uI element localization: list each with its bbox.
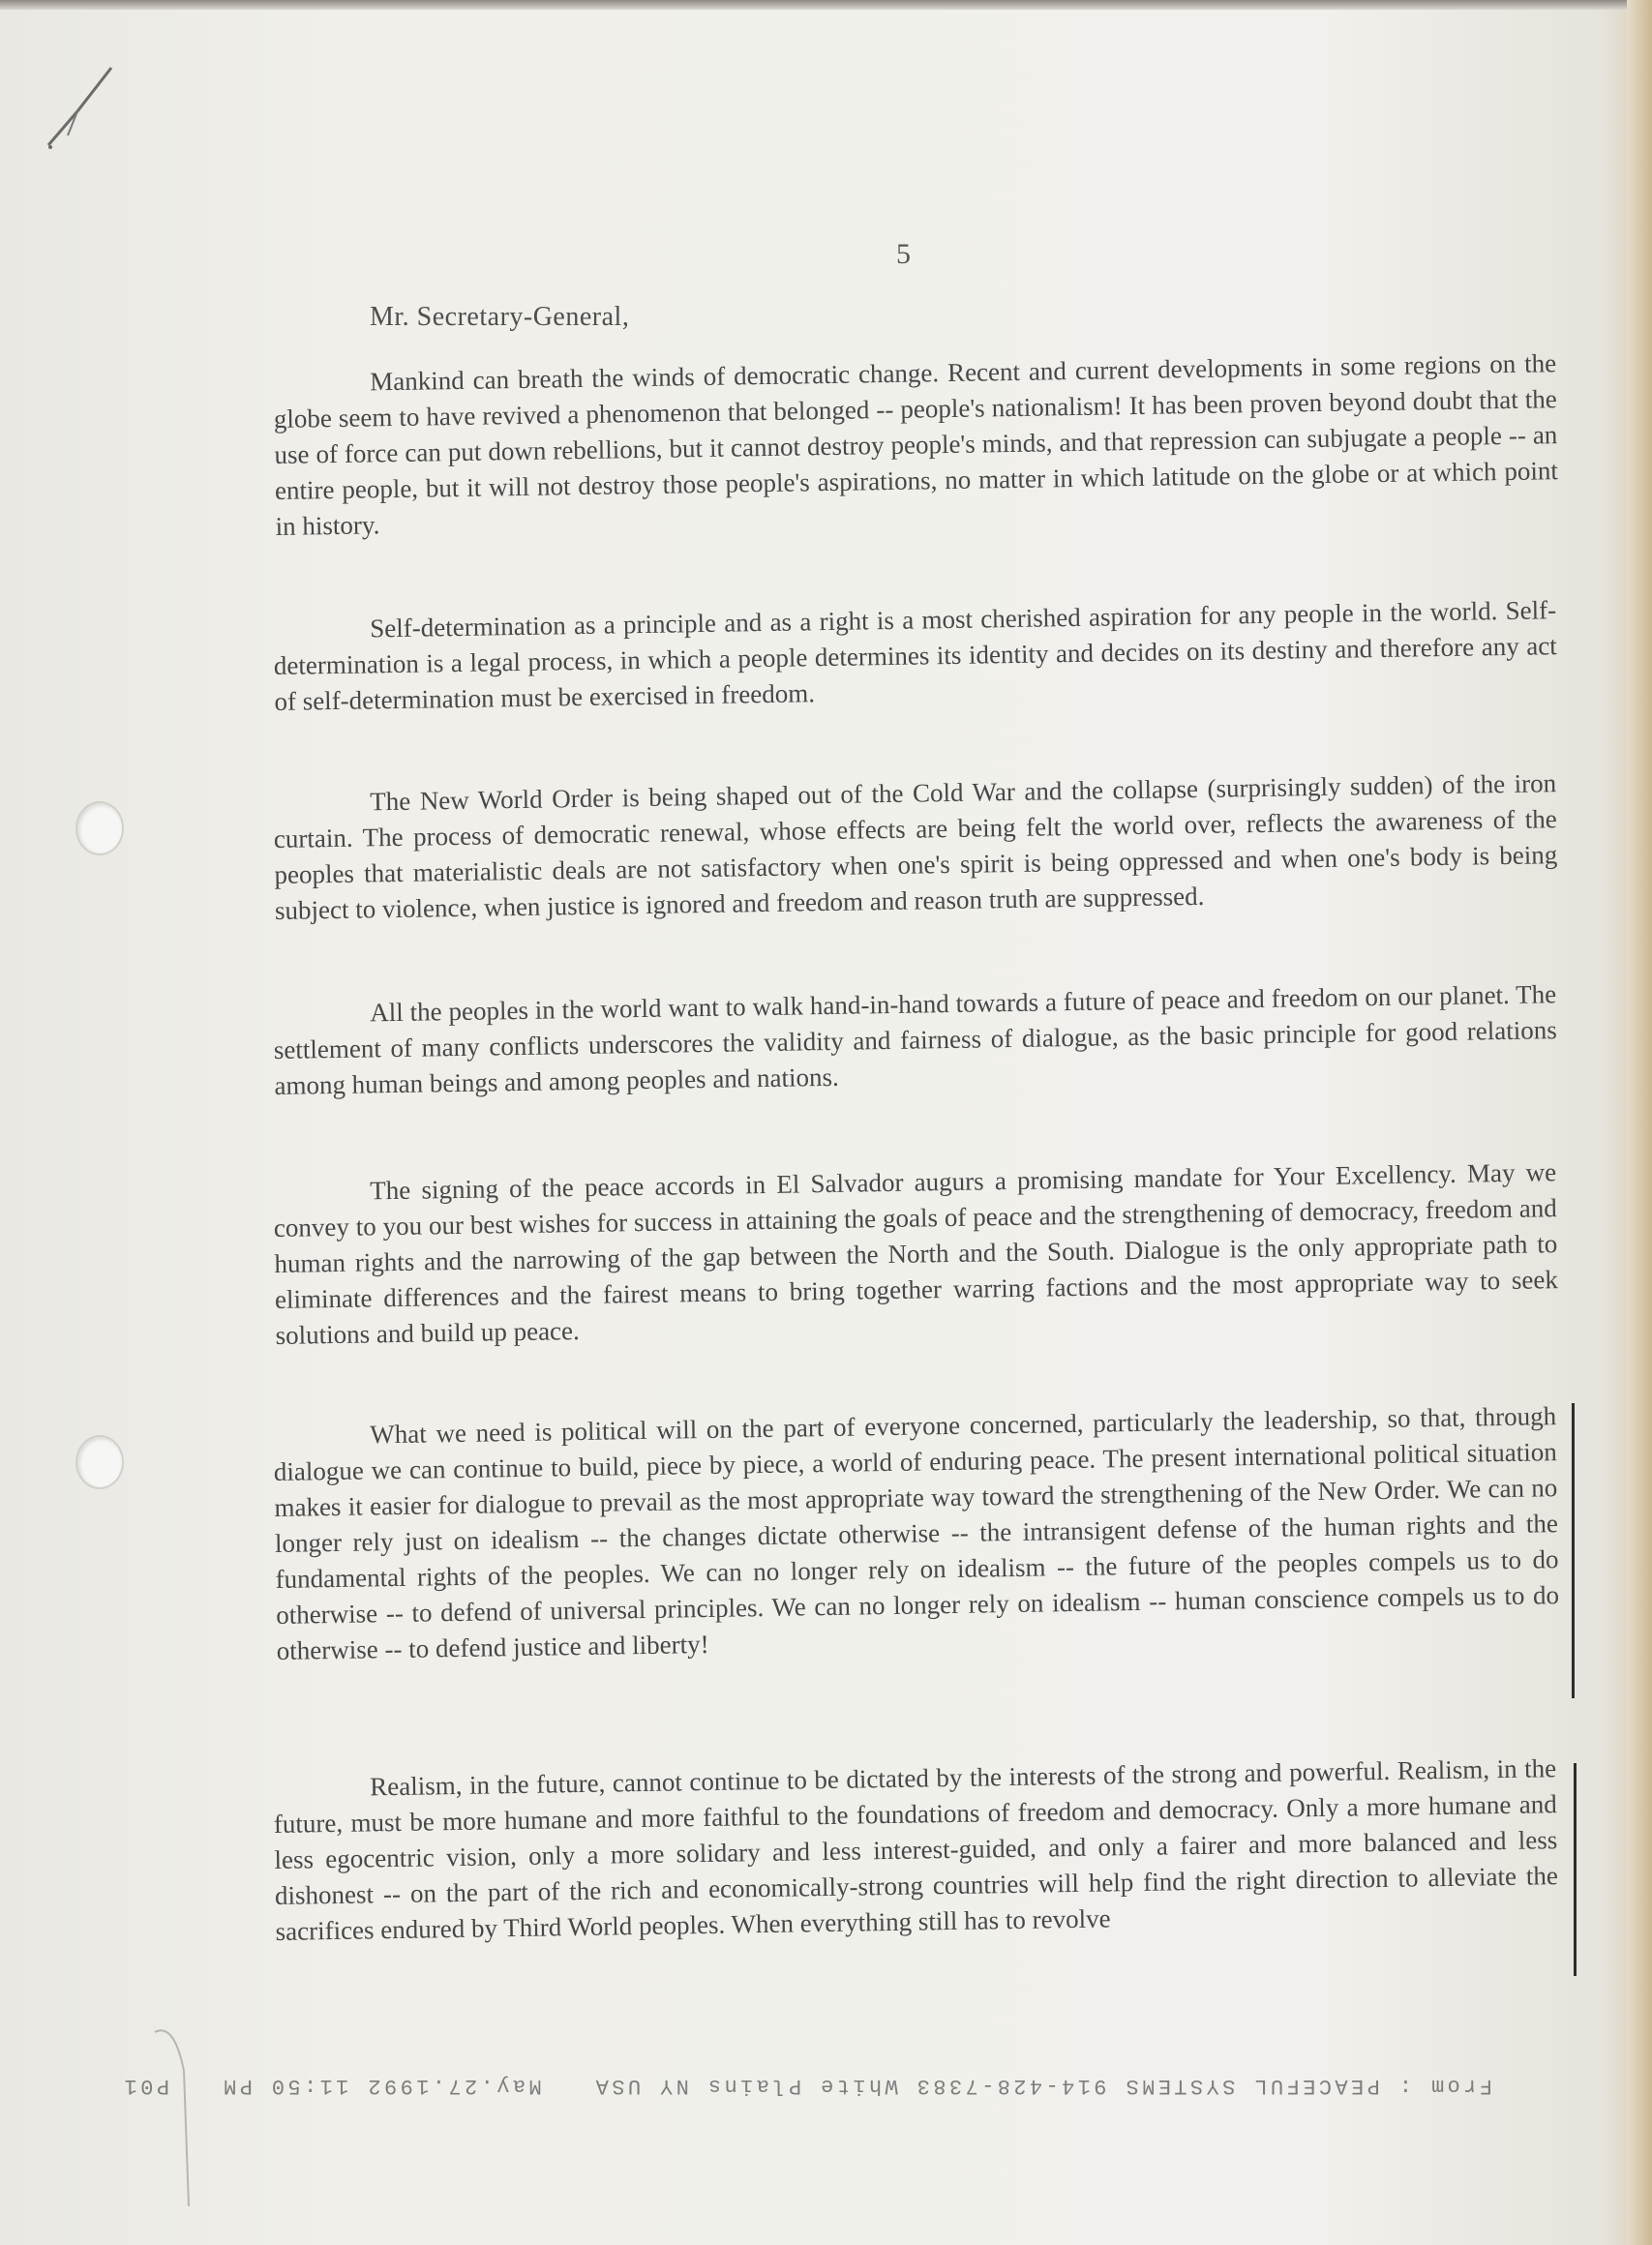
paragraph-2: Self-determination as a principle and as a right is a most cherished aspiration for any people in the world. Self-determination is a legal process, in which a people determines its identity and decides on its destiny and therefore any act of self-determination must be exercised in freedom. [273, 595, 1557, 716]
margin-mark-paragraph-6 [1572, 1403, 1575, 1698]
fax-header-datetime: May.27.1992 11:50 PM [220, 2074, 542, 2098]
fax-header-line [121, 2074, 1492, 2098]
page-top-edge [0, 0, 1652, 10]
margin-mark-paragraph-7 [1574, 1763, 1577, 1976]
fax-header-page: P01 [121, 2074, 169, 2098]
paragraph-3: The New World Order is being shaped out of the Cold War and the collapse (surprisingly sudden) of the iron curtain. The process of democratic renewal, whose effects are being felt the world over, reflects the awareness of the peoples that materialistic deals are not satisfactory when one's spirit is being oppressed and when one's body is being subject to violence, when justice is ignored and freedom and reason truth are suppressed. [273, 768, 1558, 925]
pen-mark-icon [39, 58, 145, 165]
paper-crease-mark [145, 2013, 223, 2206]
paragraph-6: What we need is political will on the part of everyone concerned, particularly the leadership, so that, through dialogue we can continue to build, piece by piece, a world of enduring peace. The present international political situation makes it easier for dialogue to prevail as the most appropriate way toward the strengthening of the New Order. We can no longer rely just on idealism -- the changes dictate otherwise -- the intransigent defense of the human rights and the fundamental rights of the peoples. We can no longer rely on idealism -- the future of the peoples compels us to do otherwise -- to defend of universal principles. We can no longer rely on idealism -- human conscience compels us to do otherwise -- to defend justice and liberty! [273, 1401, 1560, 1665]
page-right-edge [1627, 0, 1652, 2245]
paragraph-1: Mankind can breath the winds of democratic change. Recent and current developments in some regions on the globe seem to have revived a phenomenon that belonged -- people's nationalism! It has been proven beyond doubt that the use of force can put down rebellions, but it cannot destroy people's minds, and that repression can subjugate a people -- an entire people, but it will not destroy those people's aspirations, no matter in which latitude on the globe or at which point in history. [273, 348, 1559, 541]
paragraph-7: Realism, in the future, cannot continue to be dictated by the interests of the strong and powerful. Realism, in the future, must be more humane and more faithful to the foundations of freedom and democracy. Only a more humane and less egocentric vision, only a more solidary and less interest-guided, and only a fairer and more balanced and less dishonest -- on the part of the rich and economically-strong countries will help find the right direction to alleviate the sacrifices endured by Third World peoples. When everything still has to revolve [273, 1753, 1559, 1946]
page-number: 5 [896, 238, 911, 270]
paragraph-5: The signing of the peace accords in El Salvador augurs a promising mandate for Your Excellency. May we convey to you our best wishes for success in attaining the goals of peace and the strengthening of democracy, freedom and human rights and the narrowing of the gap between the North and the South. Dialogue is the only appropriate path to eliminate differences and the fairest means to bring together warring factions and the most appropriate way to seek solutions and build up peace. [273, 1157, 1559, 1350]
punch-hole-top [75, 801, 124, 855]
punch-hole-bottom [75, 1435, 124, 1489]
paragraph-4: All the peoples in the world want to walk hand-in-hand towards a future of peace and freedom on our planet. The settlement of many conflicts underscores the validity and fairness of dialogue, as the basic principle for good relations among human beings and among peoples and nations. [273, 979, 1557, 1100]
fax-header-from: From : PEACEFUL SYSTEMS 914-428-7383 White Plains NY USA [592, 2074, 1492, 2098]
salutation: Mr. Secretary-General, [370, 302, 630, 332]
